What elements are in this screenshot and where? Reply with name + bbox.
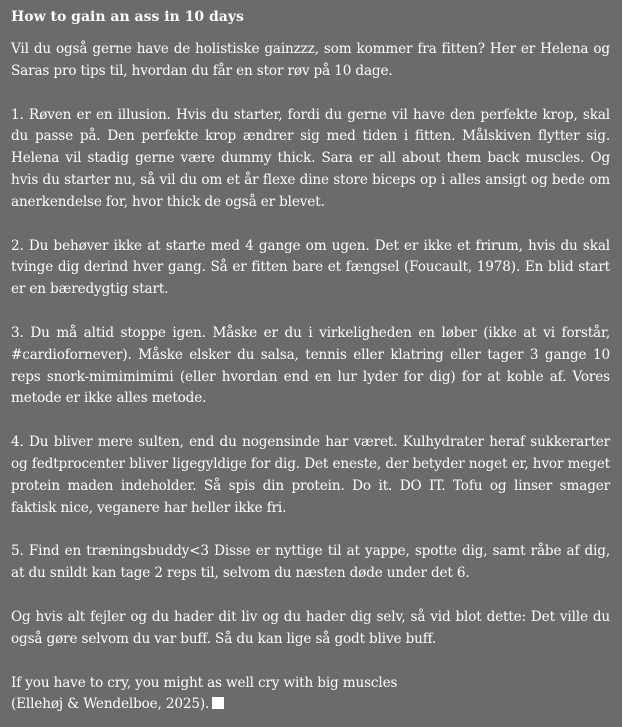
tip-paragraph-1: 1. Røven er en illusion. Hvis du starter, fordi du gerne vil have den perfekte krop, skal du passe på. Den perfekte krop ændrer sig med tiden i fitten. Målskiven flytter sig. Helena vil stadig gerne være dummy thick. Sara er all about them back muscles. Og hvis du starter nu, så vil du om et år flexe dine store biceps op i alles ansigt og bede om anerkendelse for, hvor thick de også er blevet.	[11, 106, 610, 210]
tip-paragraph-5: 5. Find en træningsbuddy<3 Disse er nyttige til at yappe, spotte dig, samt råbe af dig, at du snildt kan tage 2 reps til, selvom du næsten døde under det 6.	[11, 543, 610, 582]
tip-paragraph-4: 4. Du bliver mere sulten, end du nogensinde har været. Kulhydrater heraf sukkerarter og fedtprocenter bliver ligegyldige for dig. Det eneste, der betyder noget er, hvor meget protein maden indeholder. Så spis din protein. Do it. DO IT. Tofu og linser smager faktisk nice, veganere har heller ikke fri.	[11, 434, 610, 516]
quote-line: If you have to cry, you might as well cry with big muscles	[11, 674, 398, 691]
end-of-article-square-icon	[212, 697, 224, 709]
tip-paragraph-2: 2. Du behøver ikke at starte med 4 gange om ugen. Det er ikke et frirum, hvis du skal tvinge dig derind hver gang. Så er fitten bare et fængsel (Foucault, 1978). En blid start er en bæredygtig start.	[11, 237, 610, 298]
final-quote	[11, 673, 610, 717]
closing-paragraph: Og hvis alt fejler og du hader dit liv og du hader dig selv, så vid blot dette: Det ville du også gøre selvom du var buff. Så du kan lige så godt blive buff.	[11, 608, 610, 647]
tip-paragraph-3: 3. Du må altid stoppe igen. Måske er du i virkeligheden en løber (ikke at vi forstår, #cardiofornever). Måske elsker du salsa, tennis eller klatring eller tager 3 gange 10 reps snork-mimimimimi (eller hvordan end en lur lyder for dig) for at koble af. Vores metode er ikke alles metode.	[11, 324, 610, 407]
intro-paragraph: Vil du også gerne have de holistiske gainzzz, som kommer fra fitten? Her er Helena og Saras pro tips til, hvordan du får en stor røv på 10 dage.	[11, 41, 610, 79]
citation: (Ellehøj & Wendelboe, 2025).	[11, 696, 210, 713]
document-title: How to gain an ass in 10 days	[11, 9, 244, 25]
